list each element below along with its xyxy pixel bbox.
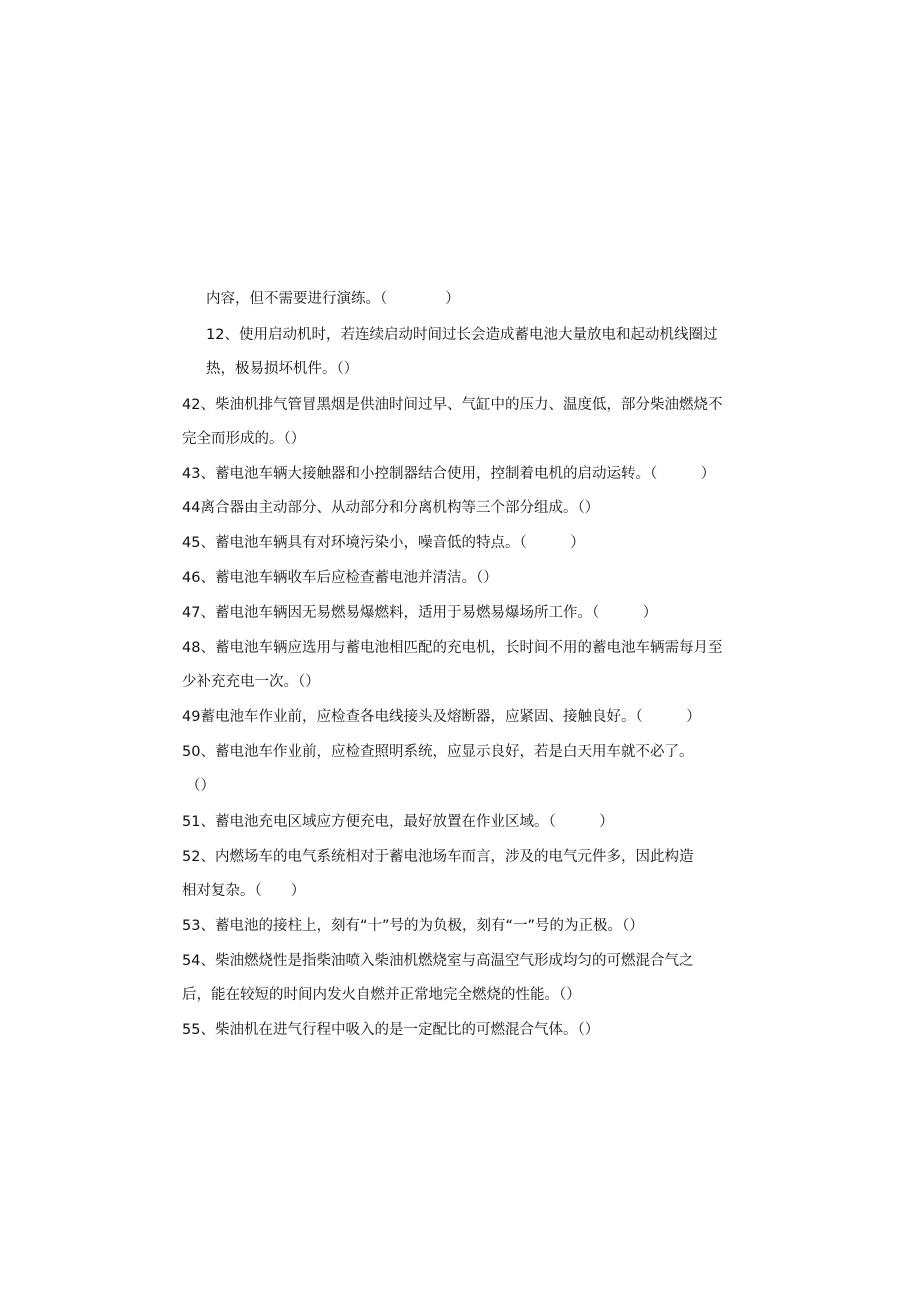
question-48-line-1: 48、蓄电池车辆应选用与蓄电池相匹配的充电机，长时间不用的蓄电池车辆需每月至: [182, 640, 723, 656]
question-52-line-2: 相对复杂。（ ）: [182, 883, 306, 899]
question-46: 46、蓄电池车辆收车后应检查蓄电池并清洁。（）: [182, 570, 498, 586]
question-42-line-1: 42、柴油机排气管冒黑烟是供油时间过早、气缸中的压力、温度低，部分柴油燃烧不: [182, 397, 723, 413]
question-44: 44离合器由主动部分、从动部分和分离机构等三个部分组成。（）: [182, 500, 600, 516]
question-47: 47、蓄电池车辆因无易燃易爆燃料，适用于易燃易爆场所工作。（ ）: [182, 605, 658, 621]
question-51: 51、蓄电池充电区域应方便充电，最好放置在作业区域。（ ）: [182, 814, 614, 830]
question-53: 53、蓄电池的接柱上，刻有“十”号的为负极，刻有“一”号的为正极。（）: [182, 918, 644, 934]
text-line-content-drill: 内容，但不需要进行演练。（ ）: [206, 291, 460, 307]
question-12-line-2: 热，极易损坏机件。（）: [206, 361, 359, 377]
question-48-line-2: 少补充充电一次。（）: [182, 674, 320, 690]
question-50-line-2: （）: [186, 778, 215, 794]
question-50-line-1: 50、蓄电池车作业前，应检查照明系统，应显示良好，若是白天用车就不必了。: [182, 744, 694, 760]
question-43: 43、蓄电池车辆大接触器和小控制器结合使用，控制着电机的启动运转。（ ）: [182, 466, 716, 482]
question-12-line-1: 12、使用启动机时，若连续启动时间过长会造成蓄电池大量放电和起动机线圈过: [206, 327, 718, 343]
question-54-line-1: 54、柴油燃烧性是指柴油喷入柴油机燃烧室与高温空气形成均匀的可燃混合气之: [182, 953, 694, 969]
question-52-line-1: 52、内燃场车的电气系统相对于蓄电池场车而言，涉及的电气元件多，因此构造: [182, 849, 694, 865]
question-54-line-2: 后，能在较短的时间内发火自燃并正常地完全燃烧的性能。（）: [182, 987, 581, 1003]
question-49: 49蓄电池车作业前，应检查各电线接头及熔断器，应紧固、接触良好。（ ）: [182, 709, 701, 725]
question-55: 55、柴油机在进气行程中吸入的是一定配比的可燃混合气体。（）: [182, 1022, 600, 1038]
question-42-line-2: 完全而形成的。（）: [182, 431, 306, 447]
question-45: 45、蓄电池车辆具有对环境污染小，噪音低的特点。（ ）: [182, 535, 585, 551]
